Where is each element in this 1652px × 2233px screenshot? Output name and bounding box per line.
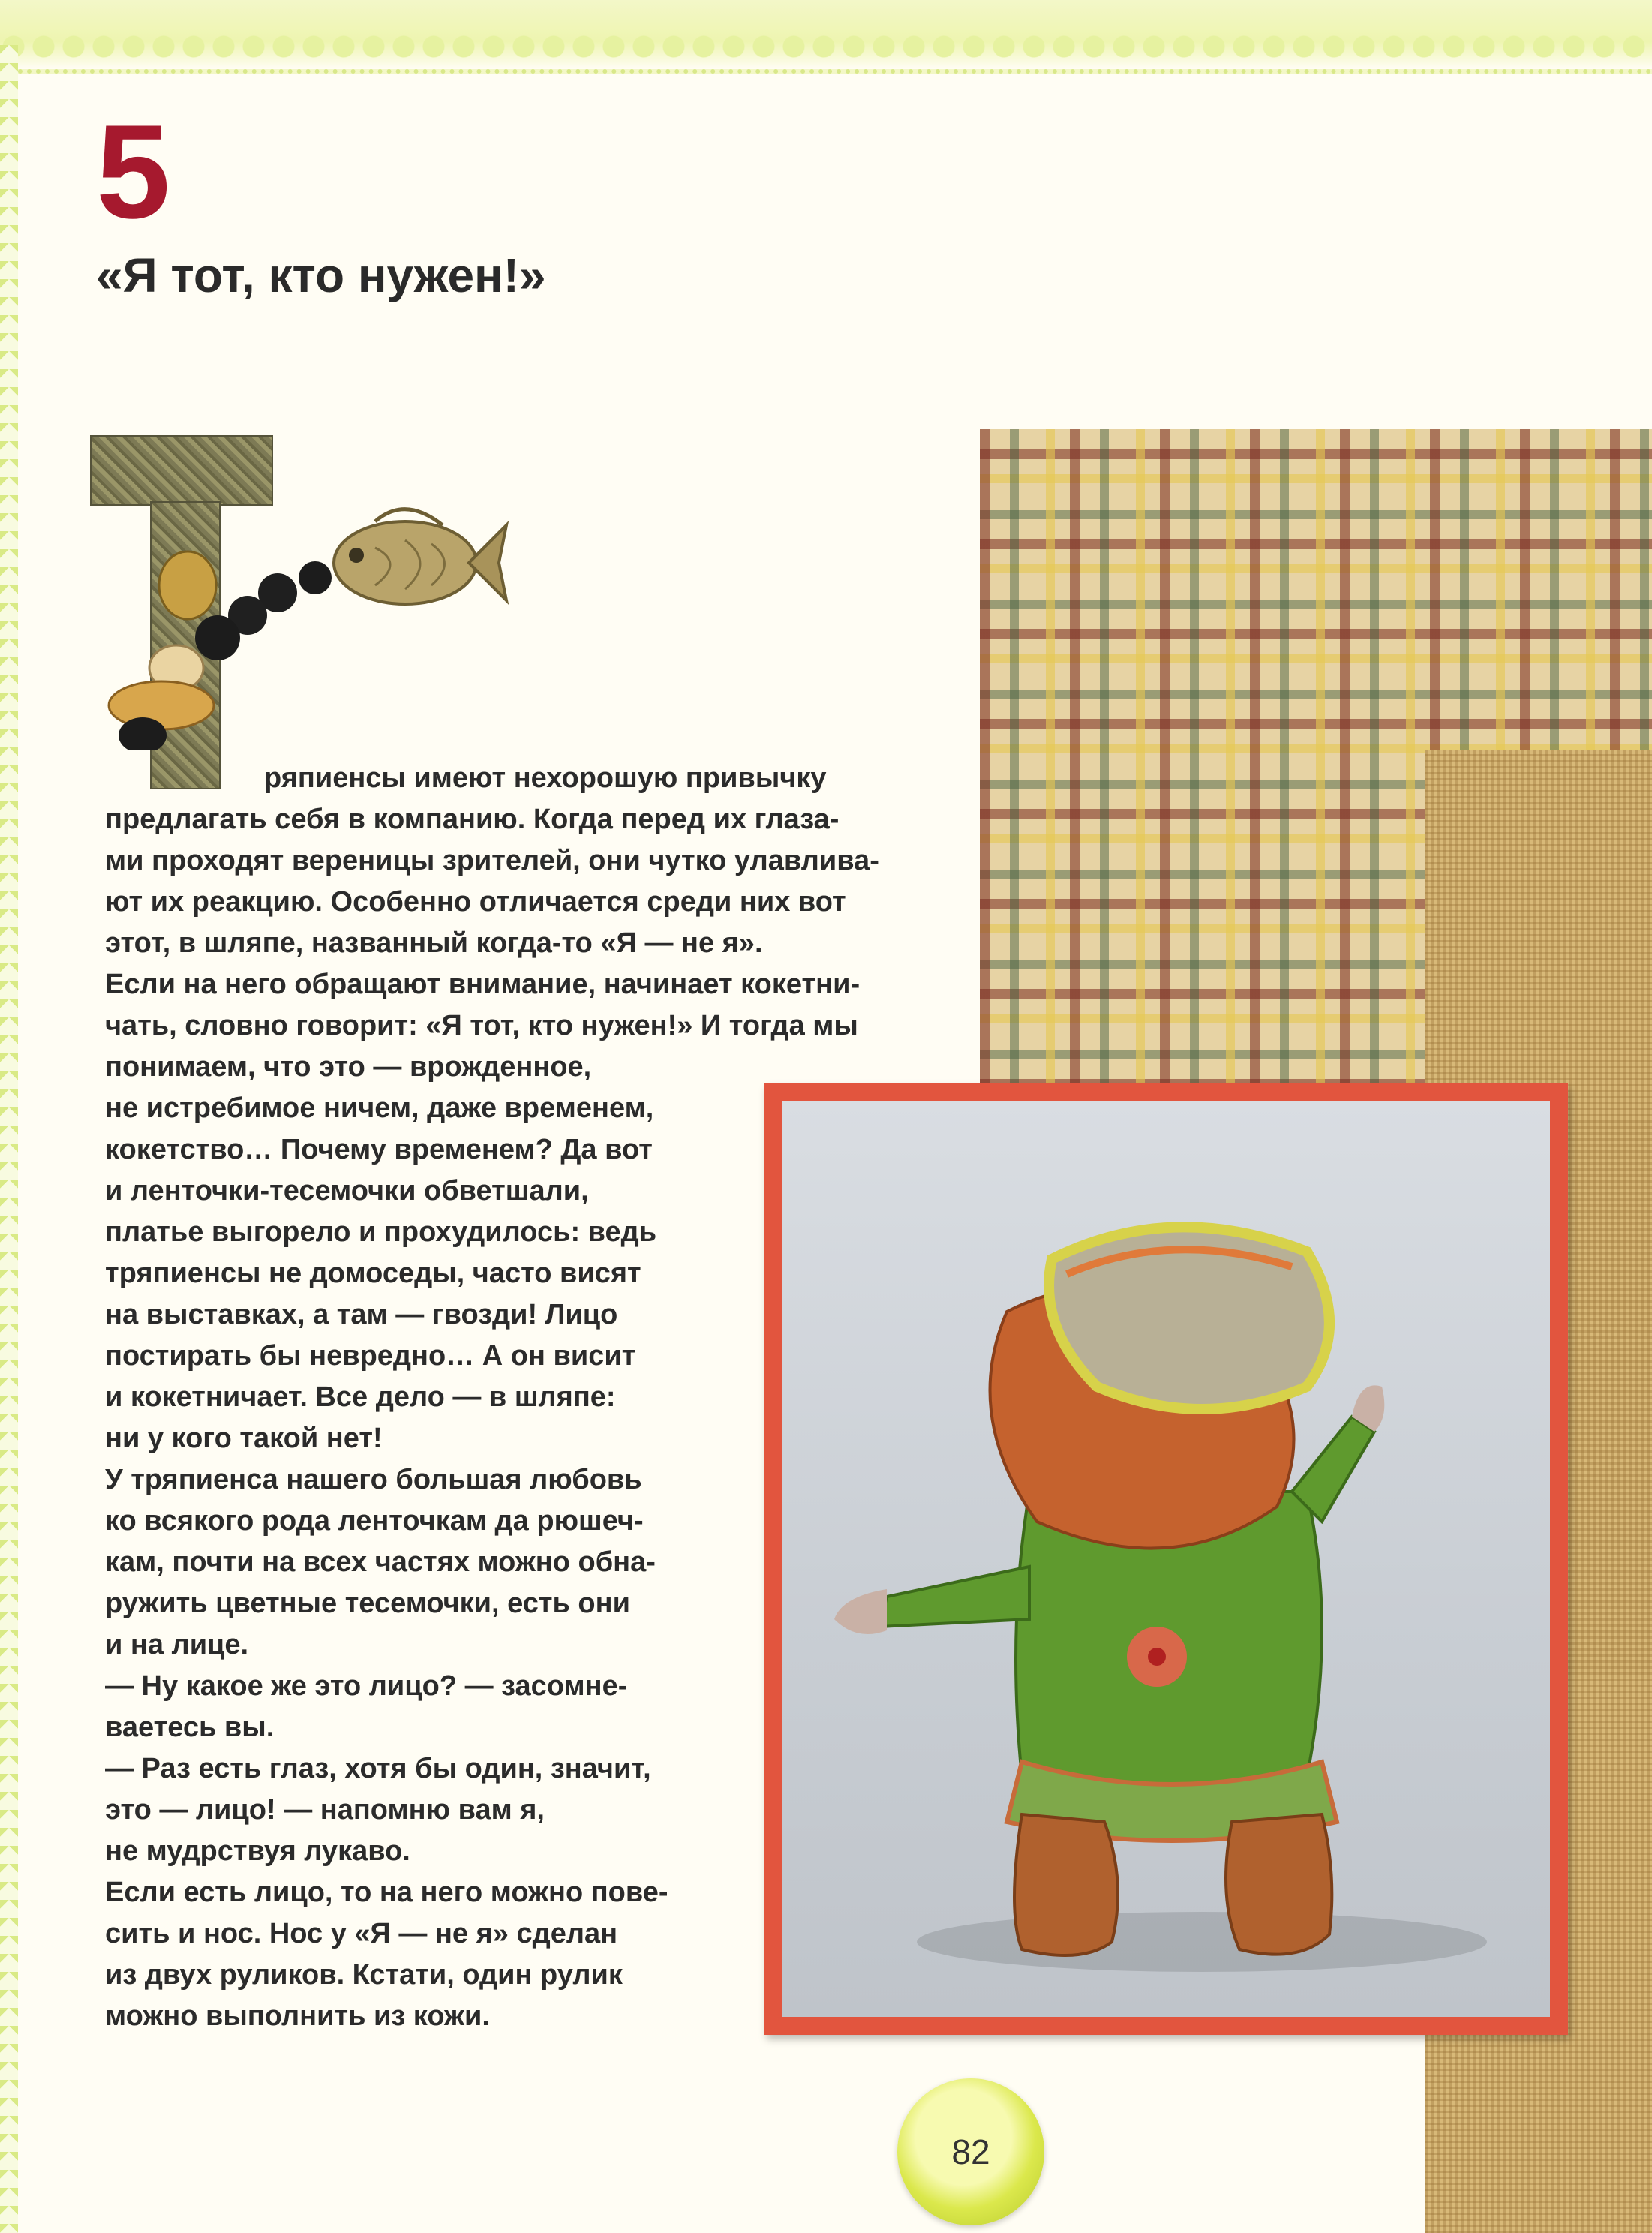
- body-text-line: ют их реакцию. Особенно отличается среди них вот: [105, 886, 846, 918]
- body-text-line: и на лице.: [105, 1629, 249, 1660]
- page-number: 82: [951, 2132, 990, 2171]
- body-text-line: ваетесь вы.: [105, 1712, 275, 1743]
- body-text-line: постирать бы невредно… А он висит: [105, 1340, 636, 1372]
- fish-icon: [334, 509, 506, 604]
- body-text-line: понимаем, что это — врожденное,: [105, 1051, 592, 1083]
- rag-doll-image: [782, 1101, 1550, 2017]
- body-text-line: это — лицо! — напомню вам я,: [105, 1794, 545, 1826]
- body-text-line: Если на него обращают внимание, начинает кокетни-: [105, 969, 861, 1000]
- body-text-line: и кокетничает. Все дело — в шляпе:: [105, 1381, 616, 1413]
- body-text-line: ряпиенсы имеют нехорошую привычку: [264, 762, 827, 794]
- body-text-line: чать, словно говорит: «Я тот, кто нужен!» И тогда мы: [105, 1010, 858, 1041]
- body-text-line: можно выполнить из кожи.: [105, 2000, 490, 2032]
- body-text-line: — Раз есть глаз, хотя бы один, значит,: [105, 1753, 651, 1784]
- body-text-line: и ленточки-тесемочки обветшали,: [105, 1175, 589, 1207]
- body-text-line: кам, почти на всех частях можно обна-: [105, 1546, 656, 1578]
- body-text-line: не истребимое ничем, даже временем,: [105, 1092, 654, 1124]
- body-text-line: ни у кого такой нет!: [105, 1423, 383, 1454]
- chapter-number: 5: [96, 97, 170, 246]
- body-text-line: ружить цветные тесемочки, есть они: [105, 1588, 630, 1619]
- body-text-line: предлагать себя в компанию. Когда перед их глаза-: [105, 804, 840, 835]
- body-text-line: тряпиенсы не домоседы, часто висят: [105, 1258, 641, 1289]
- body-text-line: ко всякого рода ленточкам да рюшеч-: [105, 1505, 644, 1537]
- body-text-line: — Ну какое же это лицо? — засомне-: [105, 1670, 628, 1702]
- body-text-line: не мудрствуя лукаво.: [105, 1835, 410, 1867]
- body-text-line: из двух руликов. Кстати, один рулик: [105, 1959, 623, 1991]
- decorative-zigzag-border-left: [0, 45, 18, 2233]
- body-text-line: кокетство… Почему временем? Да вот: [105, 1134, 653, 1165]
- body-text-line: сить и нос. Нос у «Я — не я» сделан: [105, 1918, 618, 1949]
- body-text-line: на выставках, а там — гвозди! Лицо: [105, 1299, 618, 1330]
- decorative-lace-border-top: [0, 0, 1652, 74]
- body-text-line: У тряпиенса нашего большая любовь: [105, 1464, 642, 1495]
- body-text-line: платье выгорело и прохудилось: ведь: [105, 1216, 657, 1248]
- body-text-line: этот, в шляпе, названный когда-то «Я — не я».: [105, 927, 763, 959]
- wooden-rattle-toy-image: [90, 465, 510, 750]
- body-text-line: ми проходят вереницы зрителей, они чутко улавлива-: [105, 845, 879, 876]
- body-text-line: Если есть лицо, то на него можно пове-: [105, 1877, 668, 1908]
- page-number-button: [897, 2078, 1044, 2225]
- chapter-title: «Я тот, кто нужен!»: [96, 248, 546, 302]
